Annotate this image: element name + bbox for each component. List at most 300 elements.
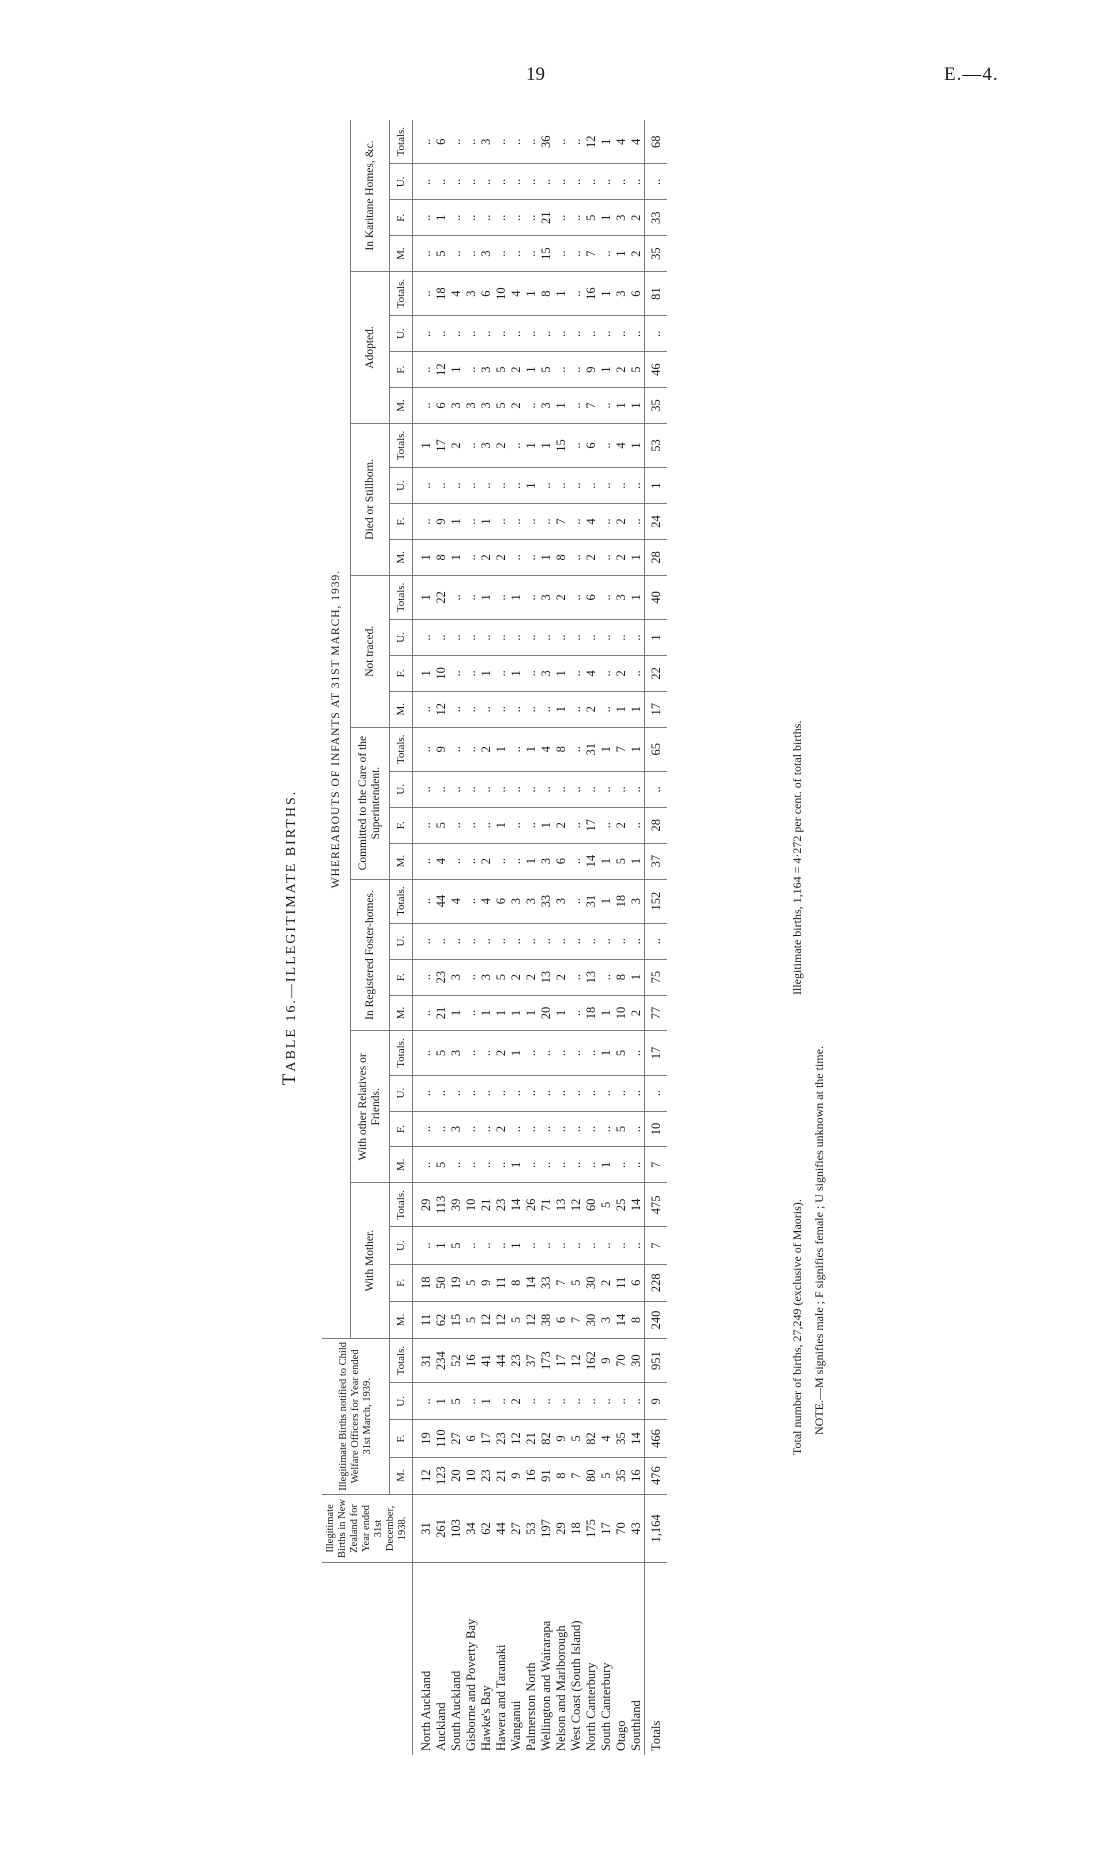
relatives-f-cell: 10 [645,1111,668,1147]
illegitimate-births-table [322,120,667,1755]
notified-totals-cell: 9 [599,1339,614,1383]
district-name: Auckland [434,1702,448,1751]
died-totals-cell: 2 [494,423,509,467]
subheader-m: M. [390,1147,413,1183]
mother-f-cell: 5 [464,1264,479,1301]
karitane-f-cell: .. [524,200,539,236]
not-traced-totals-cell: .. [449,575,464,619]
died-m-cell: .. [569,539,584,575]
adopted-m-cell: .. [569,388,584,424]
nz-births-cell: 261 [434,1494,449,1562]
foster-f-cell: .. [413,959,435,995]
mother-m-cell: 12 [479,1301,494,1338]
adopted-u-cell: .. [464,316,479,352]
karitane-f-cell: .. [569,200,584,236]
karitane-totals-cell: .. [569,120,584,164]
relatives-f-cell: .. [479,1111,494,1147]
nz-births-cell: 29 [554,1494,569,1562]
foster-m-cell: 2 [629,995,645,1031]
died-f-cell: 1 [449,504,464,540]
committed-m-cell: 6 [554,843,569,879]
table-row [554,120,569,1755]
mother-totals-cell: 113 [434,1183,449,1227]
committed-u-cell: .. [464,771,479,807]
notified-totals-cell: 41 [479,1339,494,1383]
relatives-u-cell: .. [539,1075,554,1111]
subheader-totals: Totals. [390,120,413,164]
mother-f-cell: 7 [554,1264,569,1301]
karitane-u-cell: .. [645,164,668,200]
not-traced-m-cell: 17 [645,691,668,727]
committed-m-cell: .. [449,843,464,879]
adopted-f-cell: 3 [479,352,494,388]
karitane-totals-cell: 12 [584,120,599,164]
karitane-f-cell: .. [494,200,509,236]
mother-f-cell: 8 [509,1264,524,1301]
mother-totals-cell: 21 [479,1183,494,1227]
relatives-totals-cell: 17 [645,1031,668,1075]
not-traced-m-cell: .. [509,691,524,727]
died-m-cell: .. [509,539,524,575]
relatives-m-cell: .. [614,1147,629,1183]
foster-totals-cell: 3 [524,879,539,923]
relatives-m-cell: .. [449,1147,464,1183]
notified-m-cell: 7 [569,1457,584,1494]
committed-f-cell: 28 [645,807,668,843]
not-traced-m-cell: 1 [629,691,645,727]
committed-m-cell: 5 [614,843,629,879]
mother-f-cell: 18 [413,1264,435,1301]
notified-totals-cell: 16 [464,1339,479,1383]
relatives-m-cell: .. [494,1147,509,1183]
committed-totals-cell: 4 [539,727,554,771]
nz-births-cell: 44 [494,1494,509,1562]
foster-totals-cell: 44 [434,879,449,923]
died-f-cell: 4 [584,504,599,540]
notified-u-cell: .. [539,1383,554,1420]
title-prefix: T [279,1071,300,1086]
committed-f-cell: .. [524,807,539,843]
adopted-f-cell: .. [569,352,584,388]
relatives-f-cell: .. [569,1111,584,1147]
relatives-totals-cell: .. [479,1031,494,1075]
adopted-m-cell: 3 [449,388,464,424]
karitane-f-cell: .. [449,200,464,236]
district-name: Totals [645,1563,668,1755]
relatives-f-cell: .. [539,1111,554,1147]
header-with-relatives: With other Relatives or Friends. [351,1031,390,1183]
karitane-u-cell: .. [554,164,569,200]
notified-totals-cell: 12 [569,1339,584,1383]
notified-totals-cell: 30 [629,1339,645,1383]
relatives-m-cell: .. [554,1147,569,1183]
notified-totals-cell: 173 [539,1339,554,1383]
relatives-totals-cell: 3 [449,1031,464,1075]
rotated-table-area [270,120,850,1755]
header-committed: Committed to the Care of the Superintendent. [351,727,390,879]
nz-births-cell: 53 [524,1494,539,1562]
karitane-u-cell: .. [539,164,554,200]
foster-totals-cell: 1 [599,879,614,923]
not-traced-f-cell: 1 [554,655,569,691]
committed-f-cell: .. [449,807,464,843]
mother-totals-cell: 25 [614,1183,629,1227]
relatives-f-cell: .. [524,1111,539,1147]
karitane-f-cell: .. [464,200,479,236]
died-f-cell: 9 [434,504,449,540]
adopted-m-cell: 1 [554,388,569,424]
header-whereabouts: WHEREABOUTS OF INFANTS AT 31ST MARCH, 1939. [322,120,351,1339]
died-totals-cell: .. [599,423,614,467]
not-traced-u-cell: .. [554,620,569,656]
subheader-m: M. [390,843,413,879]
adopted-u-cell: .. [569,316,584,352]
foster-m-cell: 1 [524,995,539,1031]
not-traced-f-cell: 1 [413,655,435,691]
nz-births-cell: 27 [509,1494,524,1562]
died-f-cell: .. [539,504,554,540]
foster-totals-cell: .. [413,879,435,923]
mother-u-cell: .. [464,1227,479,1264]
header-notified: Illegitimate Births notified to Child Welfare Officers for Year ended 31st March, 1939. [322,1339,390,1495]
not-traced-u-cell: .. [479,620,494,656]
not-traced-totals-cell: 3 [539,575,554,619]
karitane-totals-cell: .. [554,120,569,164]
not-traced-totals-cell: 1 [509,575,524,619]
foster-m-cell: 18 [584,995,599,1031]
died-f-cell: .. [464,504,479,540]
adopted-m-cell: 2 [509,388,524,424]
subheader-f: F. [390,504,413,540]
district-name: Nelson and Marlborough [554,1625,568,1751]
mother-m-cell: 5 [464,1301,479,1338]
foster-f-cell: .. [464,959,479,995]
not-traced-u-cell: .. [494,620,509,656]
adopted-f-cell: 5 [494,352,509,388]
foster-totals-cell: 3 [509,879,524,923]
not-traced-f-cell: 22 [645,655,668,691]
notified-m-cell: 10 [464,1457,479,1494]
adopted-totals-cell: 4 [509,272,524,316]
died-m-cell: .. [599,539,614,575]
adopted-u-cell: .. [645,316,668,352]
notified-totals-cell: 162 [584,1339,599,1383]
foster-f-cell: 1 [629,959,645,995]
relatives-m-cell: 7 [645,1147,668,1183]
notified-m-cell: 80 [584,1457,599,1494]
notified-u-cell: .. [554,1383,569,1420]
subheader-f: F. [390,807,413,843]
not-traced-m-cell: .. [464,691,479,727]
table-row [524,120,539,1755]
relatives-u-cell: .. [599,1075,614,1111]
adopted-u-cell: .. [614,316,629,352]
page-number: 19 [526,64,545,85]
mother-u-cell: .. [599,1227,614,1264]
not-traced-f-cell: 10 [434,655,449,691]
not-traced-totals-cell: 6 [584,575,599,619]
not-traced-u-cell: .. [434,620,449,656]
died-m-cell: 1 [629,539,645,575]
mother-u-cell: .. [629,1227,645,1264]
karitane-u-cell: .. [524,164,539,200]
committed-m-cell: .. [509,843,524,879]
died-m-cell: 8 [554,539,569,575]
subheader-u: U. [390,1075,413,1111]
foster-f-cell: 2 [524,959,539,995]
nz-births-cell: 17 [599,1494,614,1562]
adopted-m-cell: 3 [539,388,554,424]
foster-f-cell: .. [599,959,614,995]
not-traced-f-cell: 4 [584,655,599,691]
relatives-totals-cell: 2 [494,1031,509,1075]
mother-u-cell: .. [569,1227,584,1264]
adopted-totals-cell: 81 [645,272,668,316]
foster-u-cell: .. [434,923,449,959]
foster-m-cell: 1 [599,995,614,1031]
died-f-cell: .. [569,504,584,540]
committed-f-cell: 2 [554,807,569,843]
karitane-totals-cell: .. [524,120,539,164]
adopted-m-cell: 3 [479,388,494,424]
committed-m-cell: 14 [584,843,599,879]
foster-f-cell: 23 [434,959,449,995]
not-traced-m-cell: .. [524,691,539,727]
not-traced-f-cell: .. [569,655,584,691]
relatives-u-cell: .. [509,1075,524,1111]
relatives-f-cell: .. [434,1111,449,1147]
adopted-u-cell: .. [554,316,569,352]
notified-m-cell: 16 [524,1457,539,1494]
committed-totals-cell: 31 [584,727,599,771]
foster-u-cell: .. [584,923,599,959]
committed-f-cell: .. [629,807,645,843]
mother-totals-cell: 475 [645,1183,668,1227]
adopted-u-cell: .. [449,316,464,352]
relatives-u-cell: .. [413,1075,435,1111]
committed-m-cell: .. [494,843,509,879]
table-row [599,120,614,1755]
foster-f-cell: 13 [584,959,599,995]
notified-u-cell: .. [464,1383,479,1420]
relatives-m-cell: .. [413,1147,435,1183]
foster-u-cell: .. [599,923,614,959]
karitane-u-cell: .. [569,164,584,200]
relatives-m-cell: .. [629,1147,645,1183]
notified-m-cell: 8 [554,1457,569,1494]
foster-totals-cell: 3 [554,879,569,923]
table-row [464,120,479,1755]
died-totals-cell: .. [509,423,524,467]
adopted-m-cell: 5 [494,388,509,424]
committed-f-cell: .. [413,807,435,843]
adopted-f-cell: 2 [614,352,629,388]
committed-totals-cell: 8 [554,727,569,771]
relatives-totals-cell: 1 [509,1031,524,1075]
foster-u-cell: .. [479,923,494,959]
adopted-totals-cell: 8 [539,272,554,316]
table-title [270,120,310,1755]
relatives-totals-cell: 5 [614,1031,629,1075]
not-traced-u-cell: .. [509,620,524,656]
subheader-f: F. [390,352,413,388]
died-totals-cell: 1 [524,423,539,467]
karitane-f-cell: .. [479,200,494,236]
committed-f-cell: 1 [494,807,509,843]
karitane-m-cell: 1 [614,236,629,272]
nz-births-cell: 31 [413,1494,435,1562]
karitane-f-cell: .. [554,200,569,236]
karitane-f-cell: 21 [539,200,554,236]
subheader-m: M. [390,995,413,1031]
died-u-cell: .. [554,468,569,504]
notified-u-cell: 1 [479,1383,494,1420]
karitane-m-cell: .. [599,236,614,272]
died-u-cell: .. [494,468,509,504]
not-traced-f-cell: .. [629,655,645,691]
table-row [434,120,449,1755]
died-totals-cell: 1 [413,423,435,467]
not-traced-totals-cell: 1 [479,575,494,619]
karitane-f-cell: 1 [599,200,614,236]
notified-totals-cell: 23 [509,1339,524,1383]
mother-totals-cell: 12 [569,1183,584,1227]
not-traced-m-cell: .. [539,691,554,727]
adopted-totals-cell: 10 [494,272,509,316]
karitane-m-cell: .. [569,236,584,272]
died-f-cell: 1 [479,504,494,540]
notified-f-cell: 466 [645,1420,668,1457]
foster-m-cell: 20 [539,995,554,1031]
mother-totals-cell: 60 [584,1183,599,1227]
not-traced-f-cell: .. [494,655,509,691]
karitane-m-cell: .. [464,236,479,272]
committed-totals-cell: 1 [629,727,645,771]
committed-u-cell: .. [524,771,539,807]
died-f-cell: .. [509,504,524,540]
relatives-f-cell: .. [584,1111,599,1147]
relatives-totals-cell: .. [584,1031,599,1075]
adopted-totals-cell: 1 [554,272,569,316]
not-traced-totals-cell: 1 [629,575,645,619]
karitane-m-cell: 5 [434,236,449,272]
died-m-cell: 1 [449,539,464,575]
relatives-u-cell: .. [449,1075,464,1111]
karitane-u-cell: .. [413,164,435,200]
notified-f-cell: 35 [614,1420,629,1457]
totals-row [645,120,668,1755]
committed-m-cell: .. [413,843,435,879]
header-foster-homes: In Registered Foster-homes. [351,879,390,1031]
notified-f-cell: 9 [554,1420,569,1457]
committed-f-cell: .. [464,807,479,843]
died-totals-cell: 1 [629,423,645,467]
relatives-f-cell: .. [554,1111,569,1147]
relatives-f-cell: .. [629,1111,645,1147]
karitane-u-cell: .. [449,164,464,200]
notified-f-cell: 82 [539,1420,554,1457]
adopted-f-cell: 12 [434,352,449,388]
committed-u-cell: .. [434,771,449,807]
relatives-f-cell: 2 [494,1111,509,1147]
died-u-cell: .. [509,468,524,504]
died-f-cell: 2 [614,504,629,540]
relatives-totals-cell: .. [413,1031,435,1075]
mother-f-cell: 14 [524,1264,539,1301]
not-traced-u-cell: .. [413,620,435,656]
notified-f-cell: 5 [569,1420,584,1457]
died-f-cell: 7 [554,504,569,540]
foster-f-cell: 8 [614,959,629,995]
notified-u-cell: .. [629,1383,645,1420]
mother-m-cell: 6 [554,1301,569,1338]
committed-m-cell: 4 [434,843,449,879]
subheader-u: U. [390,468,413,504]
committed-f-cell: .. [509,807,524,843]
foster-totals-cell: .. [464,879,479,923]
foster-f-cell: 5 [494,959,509,995]
committed-m-cell: 1 [629,843,645,879]
died-f-cell: 24 [645,504,668,540]
died-m-cell: 1 [539,539,554,575]
notified-u-cell: 1 [434,1383,449,1420]
subheader-totals: Totals. [390,1031,413,1075]
nz-births-cell: 62 [479,1494,494,1562]
adopted-u-cell: .. [479,316,494,352]
adopted-totals-cell: 6 [629,272,645,316]
karitane-u-cell: .. [494,164,509,200]
nz-births-cell: 103 [449,1494,464,1562]
table-row [509,120,524,1755]
relatives-u-cell: .. [584,1075,599,1111]
adopted-m-cell: 7 [584,388,599,424]
not-traced-u-cell: .. [449,620,464,656]
died-m-cell: 28 [645,539,668,575]
adopted-totals-cell: 3 [464,272,479,316]
adopted-u-cell: .. [434,316,449,352]
district-name: Gisborne and Poverty Bay [464,1618,478,1751]
not-traced-m-cell: .. [494,691,509,727]
committed-totals-cell: .. [464,727,479,771]
adopted-totals-cell: 16 [584,272,599,316]
foster-totals-cell: .. [569,879,584,923]
foster-u-cell: .. [629,923,645,959]
committed-m-cell: 1 [599,843,614,879]
foster-u-cell: .. [449,923,464,959]
footnote-note: NOTE.—M signifies male ; F signifies female ; U signifies unknown at the time. [812,1046,826,1435]
notified-m-cell: 20 [449,1457,464,1494]
mother-f-cell: 50 [434,1264,449,1301]
not-traced-m-cell: .. [479,691,494,727]
karitane-m-cell: .. [449,236,464,272]
adopted-totals-cell: 4 [449,272,464,316]
foster-m-cell: .. [413,995,435,1031]
committed-u-cell: .. [509,771,524,807]
subheader-totals: Totals. [390,272,413,316]
committed-m-cell: 3 [539,843,554,879]
committed-u-cell: .. [569,771,584,807]
mother-m-cell: 240 [645,1301,668,1338]
adopted-m-cell: 3 [464,388,479,424]
district-name: Wellington and Wairarapa [539,1620,553,1751]
died-m-cell: 2 [479,539,494,575]
relatives-m-cell: .. [524,1147,539,1183]
table-row [494,120,509,1755]
relatives-u-cell: .. [614,1075,629,1111]
notified-m-cell: 91 [539,1457,554,1494]
notified-totals-cell: 70 [614,1339,629,1383]
karitane-m-cell: 2 [629,236,645,272]
